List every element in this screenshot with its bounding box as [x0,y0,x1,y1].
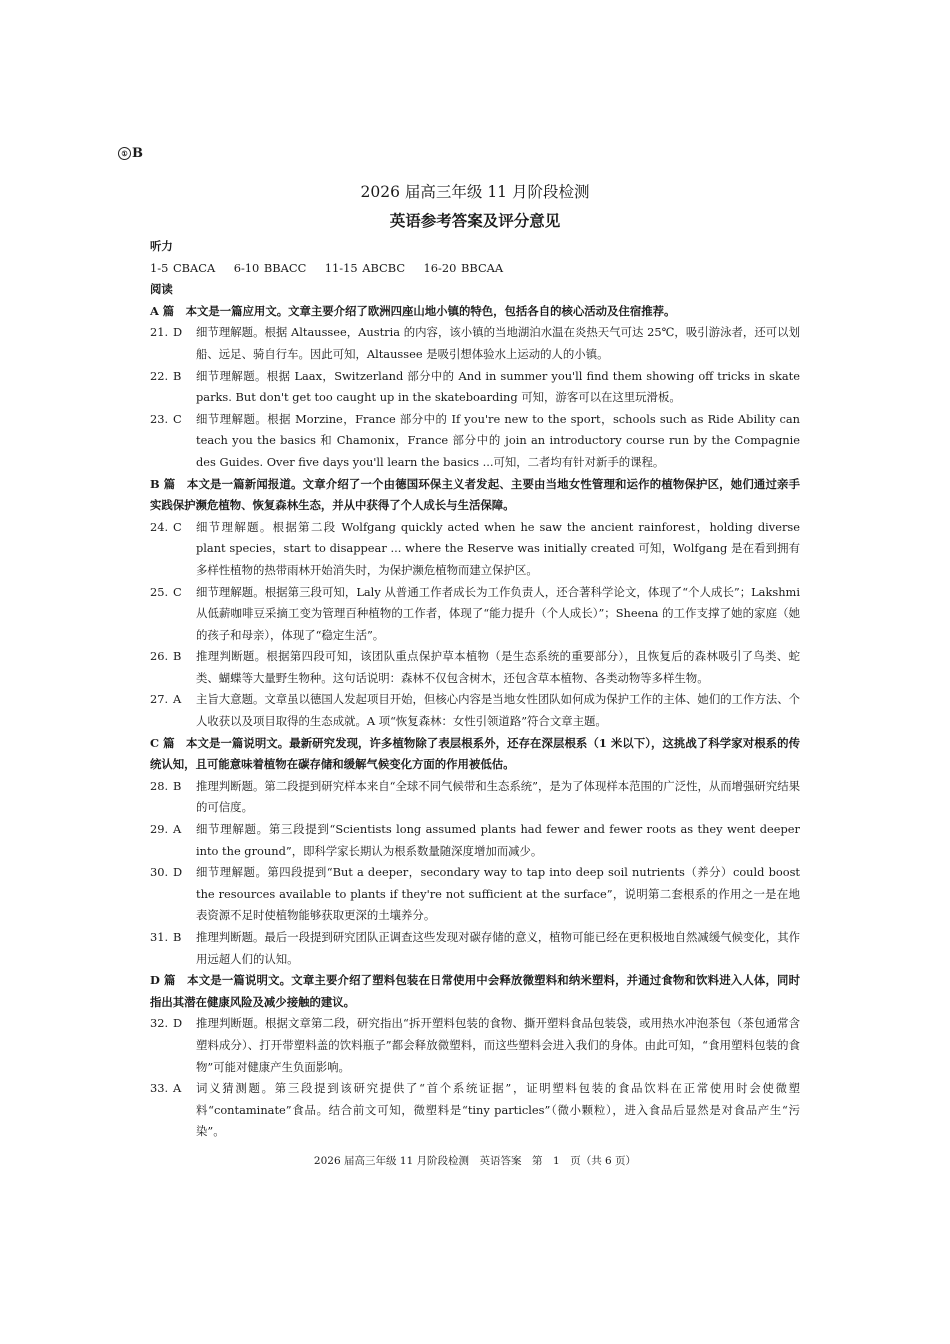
answer-item [150,582,800,647]
answer-item [150,776,800,819]
answer-explanation: 推理判断题。根据第四段可知，该团队重点保护草本植物（是生态系统的重要部分），且恢复后的森林吸引了鸟类、蛇类、蝴蝶等大量野生物种。这句话说明：森林不仅包含树木，还包含草本植物、各类动物等多样生物。 [196,649,800,685]
question-number: 26. [150,649,169,664]
answer-explanation: 细节理解题。根据 Laax，Switzerland 部分中的 And in summer you'll find them showing off tricks in skate parks. But don't get too caught up in the skateboarding 可知，游客可以在这里玩滑板。 [196,368,800,405]
question-number: 25. [150,584,169,599]
answer-letter: C [173,519,182,534]
passage-intro: A 篇 本文是一篇应用文。文章主要介绍了欧洲四座山地小镇的特色，包括各自的核心活动及住宿推荐。 [150,303,676,318]
answer-explanation: 细节理解题。第三段提到“Scientists long assumed plants had fewer and fewer roots as they went deeper into the ground”，即科学家长期认为根系数量随深度增加而减少。 [196,822,800,858]
answer-item [150,646,800,689]
answer-item [150,1078,800,1143]
listening-answers: 1-5 CBACA 6-10 BBACC 11-15 ABCBC 16-20 BBCAA [150,260,504,275]
circle-mark: ① [118,147,131,160]
answer-content [150,236,800,1143]
passage-intro: B 篇 本文是一篇新闻报道。文章介绍了一个由德国环保主义者发起、主要由当地女性管理和运作的植物保护区，她们通过亲手实践保护濒危植物、恢复森林生态，并从中获得了个人成长与生活保障。 [150,476,800,513]
answer-letter: B [173,930,182,944]
passage-intro: D 篇 本文是一篇说明文。文章主要介绍了塑料包装在日常使用中会释放微塑料和纳米塑料，并通过食物和饮料进入人体，同时指出其潜在健康风险及减少接触的建议。 [150,973,800,1009]
question-number: 22. [150,368,169,383]
question-number: 31. [150,930,169,944]
corner-letter: B [132,146,143,161]
question-number: 27. [150,692,169,707]
question-number: 29. [150,822,169,837]
question-number: 32. [150,1016,169,1031]
answer-explanation: 推理判断题。最后一段提到研究团队正调查这些发现对碳存储的意义，植物可能已经在更积极地自然减缓气候变化，其作用远超人们的认知。 [196,930,800,966]
answer-letter: C [173,411,182,426]
reading-passages [150,301,800,1143]
answer-explanation: 细节理解题。根据第三段可知，Laly 从普通工作者成长为工作负责人，还合著科学论文，体现了“个人成长”；Lakshmi 从低薪咖啡豆采摘工变为管理百种植物的工作者，体现了“能力提升（个人成长）”；Sheena 的工作支撑了她的家庭（她的孩子和母亲），体现了“稳定生活”。 [196,584,800,642]
answer-item [150,689,800,732]
question-number: 23. [150,411,169,426]
answer-letter: C [173,584,182,599]
answer-item [150,517,800,582]
answer-explanation: 推理判断题。第二段提到研究样本来自“全球不同气候带和生态系统”，是为了体现样本范围的广泛性，从而增强研究结果的可信度。 [196,778,800,815]
answer-item [150,322,800,365]
page-subtitle: 英语参考答案及评分意见 [389,211,561,230]
corner-mark [118,146,143,161]
reading-heading: 阅读 [150,282,173,297]
question-number: 24. [150,519,169,534]
answer-item [150,927,800,970]
answer-item [150,409,800,474]
answer-explanation: 主旨大意题。文章虽以德国人发起项目开始，但核心内容是当地女性团队如何成为保护工作的主体、她们的工作方法、个人收获以及项目取得的生态成就。A 项“恢复森林：女性引领道路”符合文章主题。 [196,692,800,729]
answer-letter: A [173,692,182,707]
answer-item [150,862,800,927]
page-title: 2026 届高三年级 11 月阶段检测 [360,183,590,201]
answer-item [150,819,800,862]
answer-explanation: 细节理解题。根据 Altaussee，Austria 的内容，该小镇的当地湖泊水温在炎热天气可达 25℃，吸引游泳者，还可以划船、远足、骑自行车。因此可知，Altaussee 是吸引想体验水上运动的人的小镇。 [196,325,800,361]
answer-letter: D [173,865,183,880]
answer-explanation: 细节理解题。第四段提到“But a deeper，secondary way to tap into deep soil nutrients（养分）could boost the resources available to plants if they're not sufficient at the surface”，说明第二套根系的作用之一是在地表资源不足时使植物能够获取更深的土壤养分。 [196,865,800,923]
answer-letter: D [173,325,183,340]
listening-heading: 听力 [150,239,173,253]
passage-intro: C 篇 本文是一篇说明文。最新研究发现，许多植物除了表层根系外，还存在深层根系（1 米以下），这挑战了科学家对根系的传统认知，且可能意味着植物在碳存储和缓解气候变化方面的作用被低估。 [150,735,800,772]
answer-item [150,1013,800,1078]
answer-letter: B [173,368,182,383]
question-number: 30. [150,865,169,880]
answer-explanation: 细节理解题。根据 Morzine，France 部分中的 If you're new to the sport，schools such as Ride Ability can teach you the basics 和 Chamonix，France 部分中的 join an introductory course run by the Compagnie des Guides. Over five days you'll learn the basics ...可知，二者均有针对新手的课程。 [196,411,800,469]
answer-explanation: 词义猜测题。第三段提到该研究提供了“首个系统证据”，证明塑料包装的食品饮料在正常使用时会使微塑料“contaminate”食品。结合前文可知，微塑料是“tiny particles”（微小颗粒），进入食品后显然是对食品产生“污染”。 [196,1081,800,1139]
answer-item [150,366,800,409]
answer-letter: B [173,778,182,793]
question-number: 33. [150,1081,169,1096]
answer-letter: A [173,1081,182,1096]
answer-letter: B [173,649,182,664]
answer-explanation: 细节理解题。根据第二段 Wolfgang quickly acted when he saw the ancient rainforest，holding diverse plant species，start to disappear ... where the Reserve was initially created 可知，Wolfgang 是在看到拥有多样性植物的热带雨林开始消失时，为保护濒危植物而建立保护区。 [196,519,800,577]
page-footer: 2026 届高三年级 11 月阶段检测 英语答案 第 1 页（共 6 页） [313,1155,637,1167]
answer-letter: A [173,822,182,837]
question-number: 28. [150,778,169,793]
answer-explanation: 推理判断题。根据文章第二段，研究指出“拆开塑料包装的食物、撕开塑料食品包装袋，或用热水冲泡茶包（茶包通常含塑料成分）、打开带塑料盖的饮料瓶子”都会释放微塑料，而这些塑料会进入我们的身体。由此可知，“食用塑料包装的食物”可能对健康产生负面影响。 [196,1016,800,1074]
answer-letter: D [173,1016,183,1031]
question-number: 21. [150,325,169,340]
